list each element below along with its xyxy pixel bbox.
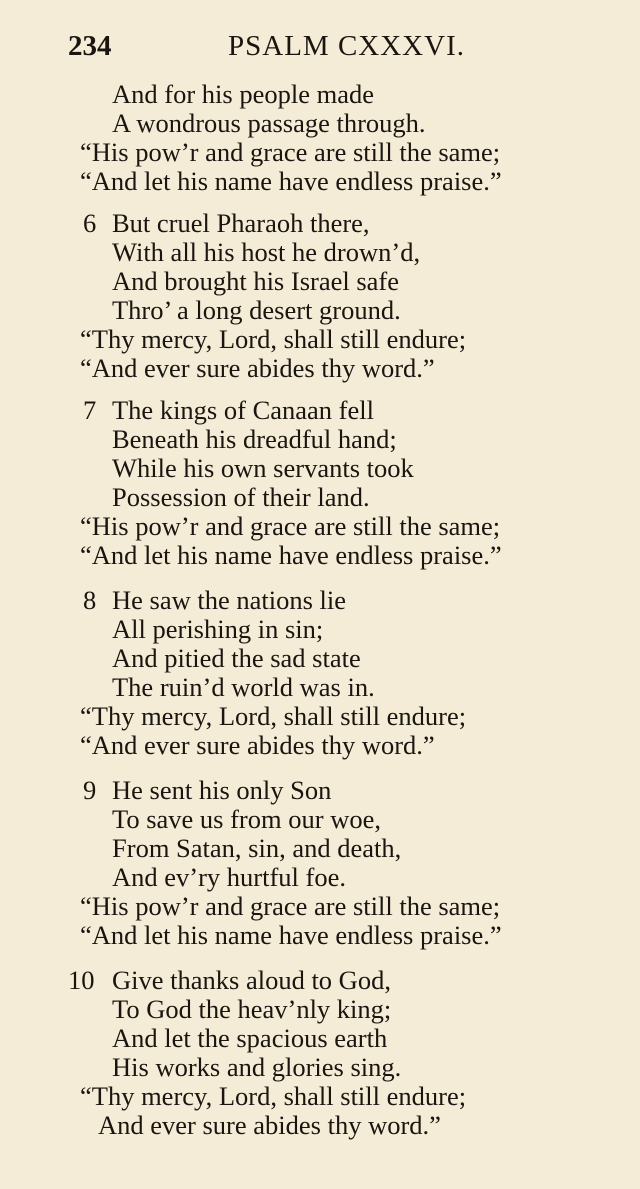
refrain-line: “And let his name have endless praise.”: [80, 540, 502, 570]
verse-line: A wondrous passage through.: [112, 108, 426, 138]
refrain-line: “Thy mercy, Lord, shall still endure;: [80, 701, 467, 731]
verse-line: From Satan, sin, and death,: [112, 833, 402, 863]
refrain-line: “And ever sure abides thy word.”: [80, 730, 435, 760]
refrain-line: “And ever sure abides thy word.”: [80, 353, 435, 383]
verse-line: He sent his only Son: [112, 775, 332, 805]
verse-line: With all his host he drown’d,: [112, 237, 421, 267]
verse-line: Give thanks aloud to God,: [112, 965, 391, 995]
refrain-line: “His pow’r and grace are still the same;: [80, 891, 501, 921]
verse-line: And let the spacious earth: [112, 1023, 388, 1053]
verse-line: And pitied the sad state: [112, 643, 361, 673]
refrain-line: “His pow’r and grace are still the same;: [80, 137, 501, 167]
page-header: [68, 30, 600, 70]
verse-line: And ev’ry hurtful foe.: [112, 862, 347, 892]
verse-line: And for his people made: [112, 79, 374, 109]
verse-line: Thro’ a long desert ground.: [112, 295, 401, 325]
refrain-line: “His pow’r and grace are still the same;: [80, 511, 501, 541]
refrain-line: “Thy mercy, Lord, shall still endure;: [80, 324, 467, 354]
verse-line: But cruel Pharaoh there,: [112, 208, 370, 238]
verse-line: To God the heav’nly king;: [112, 994, 392, 1024]
verse-line: He saw the nations lie: [112, 585, 347, 615]
verse-number: 7: [83, 395, 97, 425]
running-title: PSALM CXXXVI.: [228, 30, 465, 62]
verse-number: 8: [83, 585, 97, 615]
verse-line: While his own servants took: [112, 453, 414, 483]
verse-line: And ever sure abides thy word.”: [98, 1110, 441, 1140]
verse-line: Beneath his dreadful hand;: [112, 424, 397, 454]
verse-line: The kings of Canaan fell: [112, 395, 374, 425]
verse-number: 10: [68, 965, 95, 995]
verse-number: 6: [83, 208, 97, 238]
verse-line: The ruin’d world was in.: [112, 672, 375, 702]
page-number: 234: [68, 30, 112, 62]
verse-number: 9: [83, 775, 97, 805]
verse-line: His works and glories sing.: [112, 1052, 402, 1082]
verse-line: And brought his Israel safe: [112, 266, 400, 296]
verse-line: To save us from our woe,: [112, 804, 381, 834]
verse-line: Possession of their land.: [112, 482, 370, 512]
refrain-line: “Thy mercy, Lord, shall still endure;: [80, 1081, 467, 1111]
refrain-line: “And let his name have endless praise.”: [80, 920, 502, 950]
verse-line: All perishing in sin;: [112, 614, 324, 644]
refrain-line: “And let his name have endless praise.”: [80, 166, 502, 196]
